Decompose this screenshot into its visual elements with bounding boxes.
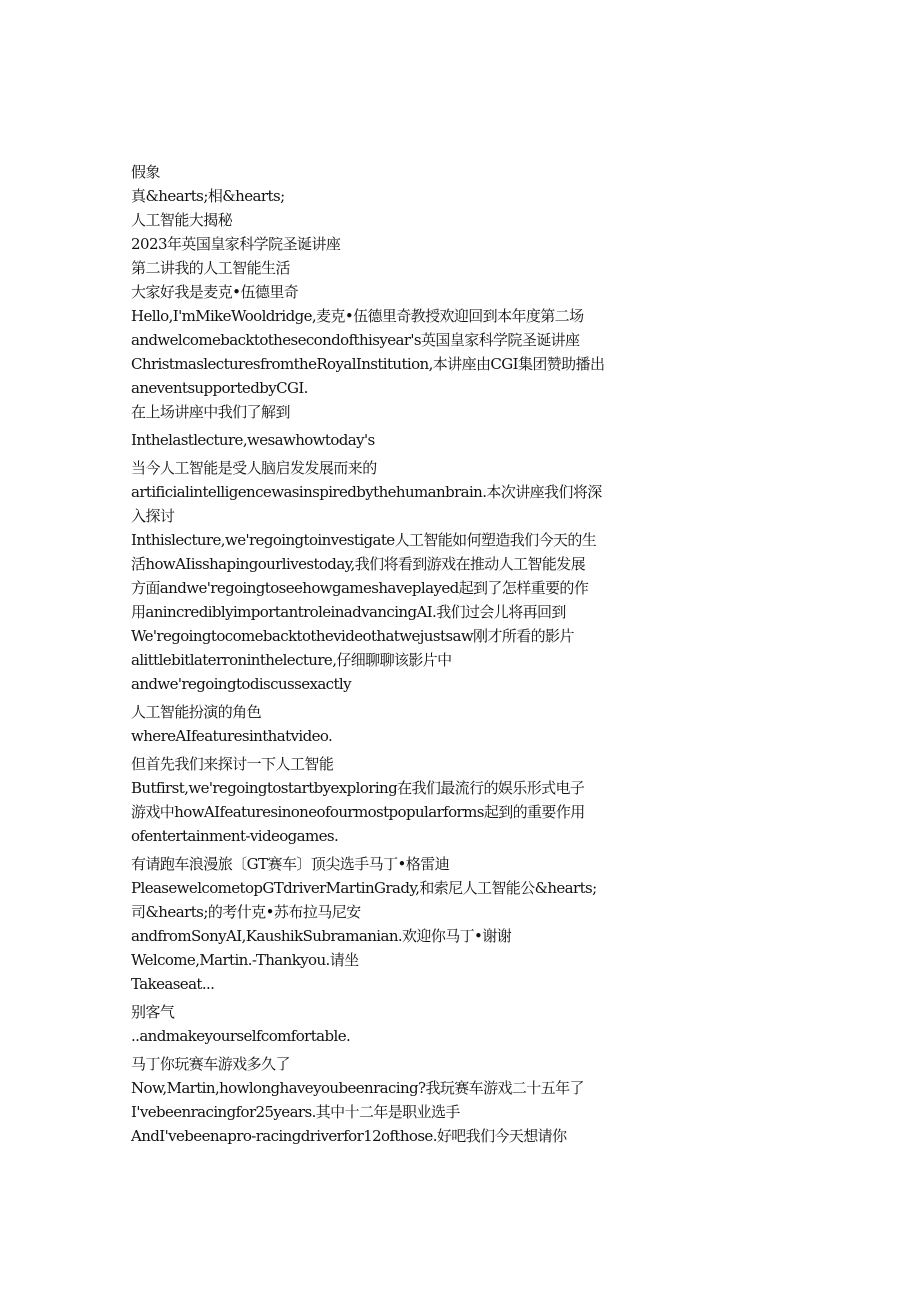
transcript-line: We'regoingtocomebacktothevideothatwejustsaw刚才所看的影片 <box>131 627 574 645</box>
transcript-line: ChristmaslecturesfromtheRoyalInstitution,本讲座由CGI集团赞助播出 <box>131 355 605 373</box>
transcript-line: 方面andwe'regoingtoseehowgameshaveplayed起到了怎样重要的作 <box>131 579 589 597</box>
transcript-line: andwe'regoingtodiscussexactly <box>131 675 351 693</box>
document-page <box>131 160 611 1148</box>
transcript-line: Butfirst,we'regoingtostartbyexploring在我们最流行的娱乐形式电子 <box>131 779 585 797</box>
transcript-line: 当今人工智能是受人脑启发发展而来的 <box>131 459 377 477</box>
transcript-line: Now,Martin,howlonghaveyoubeenracing?我玩赛车游戏二十五年了 <box>131 1079 584 1097</box>
transcript-line: Takeaseat... <box>131 975 215 993</box>
transcript-line: Inthislecture,we'regoingtoinvestigate人工智能如何塑造我们今天的生 <box>131 531 597 549</box>
transcript-line: 入探讨 <box>131 507 175 525</box>
transcript-line: ofentertainment-videogames. <box>131 827 339 845</box>
transcript-line: 人工智能扮演的角色 <box>131 703 262 721</box>
transcript-line: 用anincrediblyimportantroleinadvancingAI.我们过会儿将再回到 <box>131 603 566 621</box>
transcript-line: andwelcomebacktothesecondofthisyear's英国皇家科学院圣诞讲座 <box>131 331 580 349</box>
transcript-line: 游戏中howAIfeaturesinoneofourmostpopularforms起到的重要作用 <box>131 803 585 821</box>
transcript-line: aneventsupportedbyCGI. <box>131 379 308 397</box>
transcript-line: alittlebitlaterroninthelecture,仔细聊聊该影片中 <box>131 651 452 669</box>
transcript-line: whereAIfeaturesinthatvideo. <box>131 727 333 745</box>
transcript-line: PleasewelcometopGTdriverMartinGrady,和索尼人工智能公&hearts; <box>131 879 597 897</box>
heading-line: 假象 <box>131 163 160 181</box>
transcript-line: artificialintelligencewasinspiredbythehumanbrain.本次讲座我们将深 <box>131 483 602 501</box>
transcript-line: 别客气 <box>131 1003 175 1021</box>
transcript-line: 活howAIisshapingourlivestoday,我们将看到游戏在推动人工智能发展 <box>131 555 586 573</box>
transcript-line: 大家好我是麦克•伍德里奇 <box>131 283 299 301</box>
heading-line: 真&hearts;相&hearts; <box>131 187 285 205</box>
transcript-line: I'vebeenracingfor25years.其中十二年是职业选手 <box>131 1103 460 1121</box>
transcript-line: 在上场讲座中我们了解到 <box>131 403 290 421</box>
heading-line: 人工智能大揭秘 <box>131 211 233 229</box>
transcript-line: ..andmakeyourselfcomfortable. <box>131 1027 351 1045</box>
transcript-line: andfromSonyAI,KaushikSubramanian.欢迎你马丁•谢谢 <box>131 927 512 945</box>
transcript-line: Hello,I'mMikeWooldridge,麦克•伍德里奇教授欢迎回到本年度第二场 <box>131 307 584 325</box>
transcript-line: 有请跑车浪漫旅〔GT赛车〕顶尖选手马丁•格雷迪 <box>131 855 450 873</box>
transcript-line: 但首先我们来探讨一下人工智能 <box>131 755 334 773</box>
transcript-line: Welcome,Martin.-Thankyou.请坐 <box>131 951 359 969</box>
transcript-line: Inthelastlecture,wesawhowtoday's <box>131 431 375 449</box>
heading-line: 第二讲我的人工智能生活 <box>131 259 290 277</box>
transcript-line: 马丁你玩赛车游戏多久了 <box>131 1055 290 1073</box>
transcript-line: 司&hearts;的考什克•苏布拉马尼安 <box>131 903 361 921</box>
heading-line: 2023年英国皇家科学院圣诞讲座 <box>131 235 341 253</box>
transcript-line: AndI'vebeenapro-racingdriverfor12ofthose.好吧我们今天想请你 <box>131 1127 567 1145</box>
